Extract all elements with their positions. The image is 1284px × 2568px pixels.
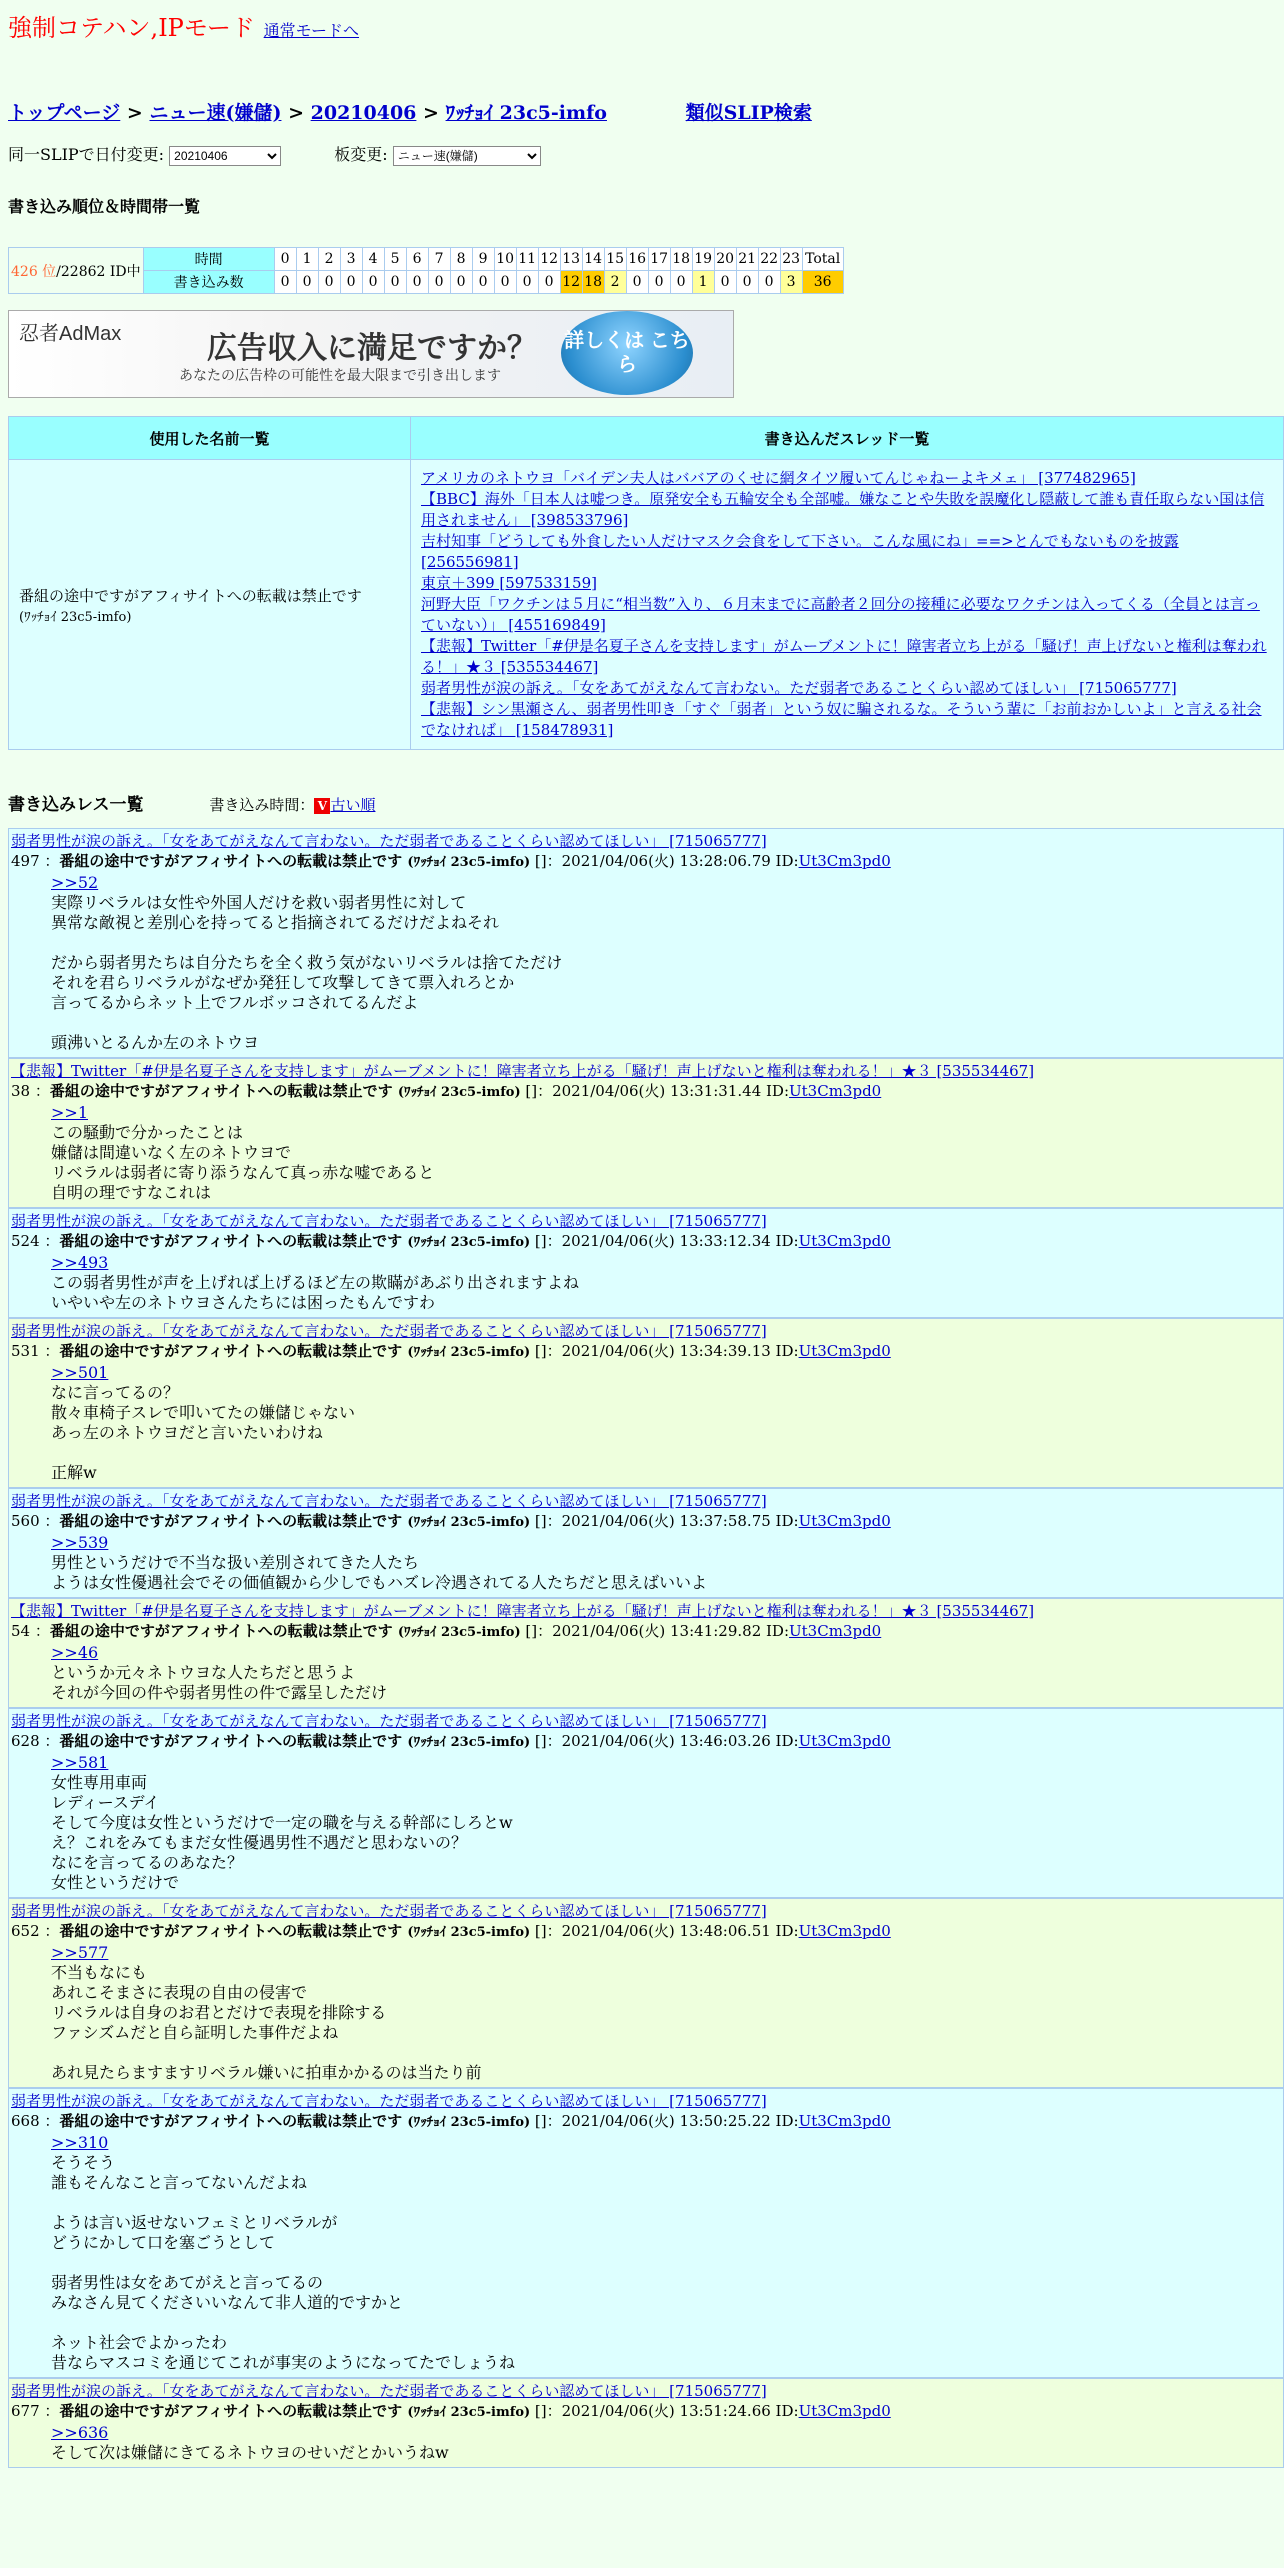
count-cell: 0: [494, 271, 516, 294]
post-thread-link[interactable]: 弱者男性が涙の訴え。「女をあてがえなんて言わない。ただ弱者であることくらい認めてほしい」 [715065777]: [11, 1492, 767, 1510]
post-line: [51, 2043, 1283, 2063]
post-meta: 38 ：番組の途中ですがアフィサイトへの転載は禁止です (ﾜｯﾁｮｲ 23c5-imfo) []：2021/04/06(火) 13:31:31.44 ID:Ut3Cm3pd0: [11, 1082, 882, 1100]
post-thread-link[interactable]: 【悲報】Twitter「#伊是名夏子さんを支持します」がムーブメントに！障害者立ち上がる「騒げ！声上げないと権利は奪われる！」★３ [535534467]: [11, 1062, 1035, 1080]
hour-cell: 22: [758, 248, 780, 271]
post-date: []：2021/04/06(火) 13:28:06.79 ID:: [530, 852, 799, 870]
ad-details-button[interactable]: 詳しくは こちら: [561, 311, 693, 395]
post-line: いやいや左のネトウヨさんたちには困ったもんですわ: [51, 1293, 436, 1312]
post-line: どうにかして口を塞ごうとして: [51, 2233, 276, 2252]
mode-title: 強制コテハン,IPモード: [8, 14, 255, 42]
post-body: [51, 1253, 1283, 1313]
count-cell: 0: [362, 271, 384, 294]
count-cell: 3: [780, 271, 802, 294]
post-name: [59, 1232, 530, 1250]
post-number: 38: [11, 1082, 31, 1100]
post-id-link[interactable]: Ut3Cm3pd0: [798, 2112, 891, 2130]
post-line: というか元々ネトウヨな人たちだと思うよ: [51, 1663, 356, 1682]
count-cell: 0: [648, 271, 670, 294]
hour-cell: 13: [560, 248, 582, 271]
post-line: 異常な敵視と差別心を持ってると指摘されてるだけだよねそれ: [51, 913, 500, 932]
hour-cell: Total: [802, 248, 843, 271]
post-line: 誰もそんなこと言ってないんだよね: [51, 2173, 308, 2192]
names-column-header: 使用した名前一覧: [9, 417, 411, 460]
post-line: 女性専用車両: [51, 1773, 148, 1792]
posts-label: 書き込み数: [143, 271, 274, 294]
hour-cell: 9: [472, 248, 494, 271]
hour-cell: 16: [626, 248, 648, 271]
post-number: 668: [11, 2112, 40, 2130]
post-line: 頭沸いとるんか左のネトウヨ: [51, 1033, 260, 1052]
post-thread-link[interactable]: 弱者男性が涙の訴え。「女をあてがえなんて言わない。ただ弱者であることくらい認めてほしい」 [715065777]: [11, 1712, 767, 1730]
post-name: [59, 852, 530, 870]
hour-cell: 6: [406, 248, 428, 271]
hour-cell: 1: [296, 248, 318, 271]
post-line: [51, 933, 1283, 953]
post-id-link[interactable]: Ut3Cm3pd0: [798, 1342, 891, 1360]
post-date: []：2021/04/06(火) 13:33:12.34 ID:: [530, 1232, 799, 1250]
rank-value: 426 位: [11, 263, 57, 280]
post-line: 正解w: [51, 1463, 97, 1482]
hourly-ranking-table: [8, 247, 844, 294]
post-name-text: 番組の途中ですがアフィサイトへの転載は禁止です: [59, 1232, 403, 1250]
post-date: []：2021/04/06(火) 13:37:58.75 ID:: [530, 1512, 799, 1530]
post-date: []：2021/04/06(火) 13:34:39.13 ID:: [530, 1342, 799, 1360]
count-cell: 0: [758, 271, 780, 294]
posts-list-header: [8, 790, 1276, 815]
post-meta: 560 ：番組の途中ですがアフィサイトへの転載は禁止です (ﾜｯﾁｮｲ 23c5-imfo) []：2021/04/06(火) 13:37:58.75 ID:Ut3Cm3pd0: [11, 1512, 891, 1530]
post-meta: 652 ：番組の途中ですがアフィサイトへの転載は禁止です (ﾜｯﾁｮｲ 23c5-imfo) []：2021/04/06(火) 13:48:06.51 ID:Ut3Cm3pd0: [11, 1922, 891, 1940]
selectors-row: [8, 142, 1276, 168]
date-select[interactable]: [169, 146, 281, 166]
post-line: ファシズムだと自ら証明した事件だよね: [51, 2023, 339, 2042]
post-trip: (ﾜｯﾁｮｲ 23c5-imfo): [407, 2115, 531, 2130]
hour-cell: 23: [780, 248, 802, 271]
post-name-text: 番組の途中ですがアフィサイトへの転載は禁止です: [59, 2402, 403, 2420]
hour-cell: 3: [340, 248, 362, 271]
post-line: あれ見たらますますリベラル嫌いに拍車かかるのは当たり前: [51, 2063, 482, 2082]
post-number: 560: [11, 1512, 40, 1530]
ranking-heading: 書き込み順位＆時間帯一覧: [8, 197, 201, 216]
count-cell: 0: [714, 271, 736, 294]
post-line: 弱者男性は女をあてがえと言ってるの: [51, 2273, 324, 2292]
sort-oldest-link[interactable]: 古い順: [330, 796, 376, 814]
count-cell: 36: [802, 271, 843, 294]
post-body: [51, 1103, 1283, 1203]
post-number: 497: [11, 852, 40, 870]
hour-cell: 0: [274, 248, 296, 271]
count-cell: 0: [516, 271, 538, 294]
mode-header: [8, 8, 1276, 52]
used-name: 番組の途中ですがアフィサイトへの転載は禁止です: [19, 586, 362, 605]
post-trip: (ﾜｯﾁｮｲ 23c5-imfo): [407, 1925, 531, 1940]
count-cell: 0: [670, 271, 692, 294]
similar-slip-search-link[interactable]: 類似SLIP検索: [685, 102, 812, 124]
post-name: [59, 1922, 530, 1940]
thread-link[interactable]: 【悲報】Twitter「#伊是名夏子さんを支持します」がムーブメントに！障害者立ち上がる「騒げ！声上げないと権利は奪われる！」★３ [535534467]: [421, 637, 1267, 676]
reply-anchor-link[interactable]: >>581: [51, 1753, 109, 1772]
post-trip: (ﾜｯﾁｮｲ 23c5-imfo): [407, 1735, 531, 1750]
post-name-text: 番組の途中ですがアフィサイトへの転載は禁止です: [59, 1922, 403, 1940]
thread-link[interactable]: 東京＋399 [597533159]: [421, 574, 597, 592]
hour-cell: 19: [692, 248, 714, 271]
count-cell: 0: [428, 271, 450, 294]
post-trip: (ﾜｯﾁｮｲ 23c5-imfo): [407, 855, 531, 870]
total-ids: /22862 ID中: [56, 263, 141, 280]
thread-link[interactable]: アメリカのネトウヨ「バイデン夫人はババアのくせに網タイツ履いてんじゃねーよキメェ」 [377482965]: [421, 469, 1136, 487]
post-meta: 524 ：番組の途中ですがアフィサイトへの転載は禁止です (ﾜｯﾁｮｲ 23c5-imfo) []：2021/04/06(火) 13:33:12.34 ID:Ut3Cm3pd0: [11, 1232, 891, 1250]
ad-subtext: あなたの広告枠の可能性を最大限まで引き出します: [179, 367, 501, 383]
post-trip: (ﾜｯﾁｮｲ 23c5-imfo): [407, 1345, 531, 1360]
post-name: [50, 1082, 521, 1100]
breadcrumb-date[interactable]: 20210406: [310, 102, 417, 124]
post: [8, 1708, 1284, 1898]
post-line: なに言ってるの？: [51, 1383, 180, 1402]
post-thread-link[interactable]: 弱者男性が涙の訴え。「女をあてがえなんて言わない。ただ弱者であることくらい認めてほしい」 [715065777]: [11, 1322, 767, 1340]
count-cell: 0: [296, 271, 318, 294]
post-line: [51, 2253, 1283, 2273]
reply-anchor-link[interactable]: >>636: [51, 2423, 109, 2442]
post-line: なにを言ってるのあなた？: [51, 1853, 244, 1872]
post-line: 嫌儲は間違いなく左のネトウヨで: [51, 1143, 292, 1162]
post-meta: 497 ：番組の途中ですがアフィサイトへの転載は禁止です (ﾜｯﾁｮｲ 23c5-imfo) []：2021/04/06(火) 13:28:06.79 ID:Ut3Cm3pd0: [11, 852, 891, 870]
post-line: [51, 1013, 1283, 1033]
post-thread-link[interactable]: 弱者男性が涙の訴え。「女をあてがえなんて言わない。ただ弱者であることくらい認めてほしい」 [715065777]: [11, 2092, 767, 2110]
count-cell: 0: [736, 271, 758, 294]
post-meta: 628 ：番組の途中ですがアフィサイトへの転載は禁止です (ﾜｯﾁｮｲ 23c5-imfo) []：2021/04/06(火) 13:46:03.26 ID:Ut3Cm3pd0: [11, 1732, 891, 1750]
count-cell: 2: [604, 271, 626, 294]
post-thread-link[interactable]: 弱者男性が涙の訴え。「女をあてがえなんて言わない。ただ弱者であることくらい認めてほしい」 [715065777]: [11, 832, 767, 850]
post-line: ネット社会でよかったわ: [51, 2333, 228, 2352]
post-body: [51, 873, 1283, 1053]
post-trip: (ﾜｯﾁｮｲ 23c5-imfo): [407, 1515, 531, 1530]
hour-cell: 21: [736, 248, 758, 271]
thread-link[interactable]: 弱者男性が涙の訴え。「女をあてがえなんて言わない。ただ弱者であることくらい認めてほしい」 [715065777]: [421, 679, 1177, 697]
hour-cell: 10: [494, 248, 516, 271]
post-thread-link[interactable]: 弱者男性が涙の訴え。「女をあてがえなんて言わない。ただ弱者であることくらい認めてほしい」 [715065777]: [11, 2382, 767, 2400]
count-cell: 0: [538, 271, 560, 294]
post-number: 54: [11, 1622, 31, 1640]
post-thread-link[interactable]: 【悲報】Twitter「#伊是名夏子さんを支持します」がムーブメントに！障害者立ち上がる「騒げ！声上げないと権利は奪われる！」★３ [535534467]: [11, 1602, 1035, 1620]
count-cell: 0: [472, 271, 494, 294]
post-line: それが今回の件や弱者男性の件で露呈しただけ: [51, 1683, 388, 1702]
sort-down-icon: V: [314, 798, 330, 814]
post: [8, 1488, 1284, 1598]
post-id-link[interactable]: Ut3Cm3pd0: [789, 1622, 882, 1640]
post-meta: 668 ：番組の途中ですがアフィサイトへの転載は禁止です (ﾜｯﾁｮｲ 23c5-imfo) []：2021/04/06(火) 13:50:25.22 ID:Ut3Cm3pd0: [11, 2112, 891, 2130]
post-line: リベラルは自身のお君とだけで表現を排除する: [51, 2003, 387, 2022]
count-cell: 1: [692, 271, 714, 294]
post: [8, 2088, 1284, 2378]
hour-cell: 4: [362, 248, 384, 271]
count-cell: 0: [450, 271, 472, 294]
post-number: 531: [11, 1342, 40, 1360]
hour-cell: 8: [450, 248, 472, 271]
post-name-text: 番組の途中ですがアフィサイトへの転載は禁止です: [59, 2112, 403, 2130]
post-body: [51, 1943, 1283, 2083]
post: [8, 1058, 1284, 1208]
post-line: 散々車椅子スレで叩いてたの嫌儲じゃない: [51, 1403, 356, 1422]
post-line: 昔ならマスコミを通じてこれが事実のようになってたでしょうね: [51, 2353, 516, 2372]
reply-anchor-link[interactable]: >>501: [51, 1363, 109, 1382]
sort-order-label: 書き込み時間：: [209, 796, 315, 814]
post-number: 628: [11, 1732, 40, 1750]
used-name-cell: [9, 460, 411, 750]
thread-link[interactable]: 【BBC】海外「日本人は嘘つき。原発安全も五輪安全も全部嘘。嫌なことや失敗を誤魔化し隠蔽して誰も責任取らない国は信用されません」 [398533796]: [421, 490, 1265, 529]
post-name: [59, 1512, 530, 1530]
board-select[interactable]: [393, 146, 541, 166]
posts-list-title: 書き込みレス一覧: [8, 795, 144, 815]
hour-cell: 14: [582, 248, 604, 271]
count-cell: 0: [626, 271, 648, 294]
post-body: [51, 1753, 1283, 1893]
post-name: [59, 1732, 530, 1750]
post-number: 652: [11, 1922, 40, 1940]
hour-cell: 12: [538, 248, 560, 271]
post-date: []：2021/04/06(火) 13:31:31.44 ID:: [520, 1082, 790, 1100]
post-line: みなさん見てくださいいなんて非人道的ですかと: [51, 2293, 404, 2312]
post: [8, 1208, 1284, 1318]
post-trip: (ﾜｯﾁｮｲ 23c5-imfo): [407, 2405, 531, 2420]
breadcrumb-board[interactable]: ニュー速(嫌儲): [149, 102, 282, 124]
count-cell: 0: [406, 271, 428, 294]
count-cell: 18: [582, 271, 604, 294]
post-line: [51, 1443, 1283, 1463]
post-line: レディースデイ: [51, 1793, 160, 1812]
post-date: []：2021/04/06(火) 13:48:06.51 ID:: [530, 1922, 799, 1940]
ad-logo: 忍者AdMax: [19, 323, 122, 345]
post-line: あれこそまさに表現の自由の侵害で: [51, 1983, 308, 2002]
breadcrumb-slip[interactable]: ﾜｯﾁｮｲ 23c5-imfo: [445, 102, 607, 124]
same-slip-date-label: 同一SLIPで日付変更:: [8, 145, 165, 164]
post-name-text: 番組の途中ですがアフィサイトへの転載は禁止です: [59, 1342, 403, 1360]
post-date: []：2021/04/06(火) 13:50:25.22 ID:: [530, 2112, 799, 2130]
post-name: [59, 2402, 530, 2420]
post-line: この騒動で分かったことは: [51, 1123, 244, 1142]
post-body: [51, 1363, 1283, 1483]
post-line: 自明の理ですなこれは: [51, 1183, 212, 1202]
count-cell: 0: [384, 271, 406, 294]
post-name-text: 番組の途中ですがアフィサイトへの転載は禁止です: [59, 852, 403, 870]
reply-anchor-link[interactable]: >>52: [51, 873, 99, 892]
post-line: え？これをみてもまだ女性優遇男性不遇だと思わないの？: [51, 1833, 468, 1852]
post-name: [59, 2112, 530, 2130]
post-name: [59, 1342, 530, 1360]
sort-order: [209, 796, 375, 814]
post-number: 677: [11, 2402, 40, 2420]
reply-anchor-link[interactable]: >>46: [51, 1643, 99, 1662]
post-id-link[interactable]: Ut3Cm3pd0: [798, 852, 891, 870]
post: [8, 1598, 1284, 1708]
post-meta: 54 ：番組の途中ですがアフィサイトへの転載は禁止です (ﾜｯﾁｮｲ 23c5-imfo) []：2021/04/06(火) 13:41:29.82 ID:Ut3Cm3pd0: [11, 1622, 882, 1640]
post-date: []：2021/04/06(火) 13:51:24.66 ID:: [530, 2402, 799, 2420]
post-meta: 531 ：番組の途中ですがアフィサイトへの転載は禁止です (ﾜｯﾁｮｲ 23c5-imfo) []：2021/04/06(火) 13:34:39.13 ID:Ut3Cm3pd0: [11, 1342, 891, 1360]
reply-anchor-link[interactable]: >>310: [51, 2133, 109, 2152]
post-date: []：2021/04/06(火) 13:46:03.26 ID:: [530, 1732, 799, 1750]
post-line: あっ左のネトウヨだと言いたいわけね: [51, 1423, 323, 1442]
post-line: 実際リベラルは女性や外国人だけを救い弱者男性に対して: [51, 893, 467, 912]
post-name-text: 番組の途中ですがアフィサイトへの転載は禁止です: [59, 1732, 403, 1750]
post-name-text: 番組の途中ですがアフィサイトへの転載は禁止です: [59, 1512, 403, 1530]
post-id-link[interactable]: Ut3Cm3pd0: [798, 1732, 891, 1750]
hour-cell: 5: [384, 248, 406, 271]
post-line: 言ってるからネット上でフルボッコされてるんだよ: [51, 993, 419, 1012]
post-line: そして今度は女性というだけで一定の職を与える幹部にしろとw: [51, 1813, 513, 1832]
post-line: リベラルは弱者に寄り添うなんて真っ赤な嘘であると: [51, 1163, 435, 1182]
post-name-text: 番組の途中ですがアフィサイトへの転載は禁止です: [49, 1082, 393, 1100]
count-cell: 0: [318, 271, 340, 294]
reply-anchor-link[interactable]: >>1: [51, 1103, 88, 1122]
post-line: それを君らリベラルがなぜか発狂して攻撃してきて票入れろとか: [51, 973, 515, 992]
normal-mode-link[interactable]: 通常モードへ: [263, 21, 360, 40]
post-date: []：2021/04/06(火) 13:41:29.82 ID:: [520, 1622, 790, 1640]
count-cell: 0: [274, 271, 296, 294]
post-id-link[interactable]: Ut3Cm3pd0: [798, 1512, 891, 1530]
post-line: だから弱者男たちは自分たちを全く救う気がないリベラルは捨てただけ: [51, 953, 563, 972]
post-body: [51, 1643, 1283, 1703]
breadcrumb: [8, 98, 1276, 126]
hours-label: 時間: [143, 248, 274, 271]
post-id-link[interactable]: Ut3Cm3pd0: [798, 2402, 891, 2420]
threads-column-header: 書き込んだスレッド一覧: [411, 417, 1284, 460]
post-id-link[interactable]: Ut3Cm3pd0: [789, 1082, 882, 1100]
post: [8, 2378, 1284, 2468]
post-body: [51, 2133, 1283, 2373]
post-body: [51, 1533, 1283, 1593]
post: [8, 1318, 1284, 1488]
post-id-link[interactable]: Ut3Cm3pd0: [798, 1232, 891, 1250]
post-trip: (ﾜｯﾁｮｲ 23c5-imfo): [397, 1085, 521, 1100]
thread-list: [411, 460, 1284, 750]
names-threads-table: [8, 416, 1284, 750]
board-change-label: 板変更:: [334, 145, 388, 164]
post-line: 女性というだけで: [51, 1873, 180, 1892]
hour-cell: 17: [648, 248, 670, 271]
ad-banner[interactable]: [8, 310, 734, 398]
hour-cell: 20: [714, 248, 736, 271]
thread-link[interactable]: 吉村知事「どうしても外食したい人だけマスク会食をして下さい。こんな風にね」==>とんでもないものを披露 [256556981]: [421, 532, 1179, 571]
post-number: 524: [11, 1232, 40, 1250]
hour-cell: 11: [516, 248, 538, 271]
post-trip: (ﾜｯﾁｮｲ 23c5-imfo): [407, 1235, 531, 1250]
count-cell: 0: [340, 271, 362, 294]
rank-cell: [9, 248, 144, 294]
ad-headline: 広告収入に満足ですか？: [207, 332, 537, 365]
post: [8, 828, 1284, 1058]
post-name: [50, 1622, 521, 1640]
post-line: 不当もなにも: [51, 1963, 148, 1982]
thread-link[interactable]: 河野大臣「ワクチンは５月に“相当数”入り、６月末までに高齢者２回分の接種に必要なワクチンは入ってくる（全員とは言っていない）」 [455169849]: [421, 595, 1260, 634]
hour-cell: 7: [428, 248, 450, 271]
breadcrumb-sep: >: [423, 102, 439, 124]
post-line: そうそう: [51, 2153, 116, 2172]
post: [8, 1898, 1284, 2088]
post-body: [51, 2423, 1283, 2463]
breadcrumb-sep: >: [126, 102, 143, 124]
post-trip: (ﾜｯﾁｮｲ 23c5-imfo): [397, 1625, 521, 1640]
post-thread-link[interactable]: 弱者男性が涙の訴え。「女をあてがえなんて言わない。ただ弱者であることくらい認めてほしい」 [715065777]: [11, 1212, 767, 1230]
reply-anchor-link[interactable]: >>493: [51, 1253, 109, 1272]
post-line: [51, 2193, 1283, 2213]
breadcrumb-top[interactable]: トップページ: [8, 102, 121, 124]
post-thread-link[interactable]: 弱者男性が涙の訴え。「女をあてがえなんて言わない。ただ弱者であることくらい認めてほしい」 [715065777]: [11, 1902, 767, 1920]
post-line: [51, 2313, 1283, 2333]
post-line: ようは言い返せないフェミとリベラルが: [51, 2213, 338, 2232]
thread-link[interactable]: 【悲報】シン黒瀬さん、弱者男性叩き「すぐ「弱者」という奴に騙されるな。そういう輩に「お前おかしいよ」と言える社会でなければ」 [158478931]: [421, 700, 1262, 739]
post-meta: 677 ：番組の途中ですがアフィサイトへの転載は禁止です (ﾜｯﾁｮｲ 23c5-imfo) []：2021/04/06(火) 13:51:24.66 ID:Ut3Cm3pd0: [11, 2402, 891, 2420]
hour-cell: 18: [670, 248, 692, 271]
post-id-link[interactable]: Ut3Cm3pd0: [798, 1922, 891, 1940]
post-line: 男性というだけで不当な扱い差別されてきた人たち: [51, 1553, 420, 1572]
hour-cell: 15: [604, 248, 626, 271]
post-line: そして次は嫌儲にきてるネトウヨのせいだとかいうねw: [51, 2443, 449, 2462]
post-line: ようは女性優遇社会でその価値観から少しでもハズレ冷遇されてる人たちだと思えばいいよ: [51, 1573, 708, 1592]
posts-list: [8, 828, 1284, 2468]
used-name-trip: (ﾜｯﾁｮｲ 23c5-imfo): [19, 609, 132, 625]
reply-anchor-link[interactable]: >>577: [51, 1943, 109, 1962]
post-name-text: 番組の途中ですがアフィサイトへの転載は禁止です: [49, 1622, 393, 1640]
breadcrumb-sep: >: [288, 102, 304, 124]
reply-anchor-link[interactable]: >>539: [51, 1533, 109, 1552]
hour-cell: 2: [318, 248, 340, 271]
count-cell: 12: [560, 271, 582, 294]
post-line: この弱者男性が声を上げれば上げるほど左の欺瞞があぶり出されますよね: [51, 1273, 580, 1292]
